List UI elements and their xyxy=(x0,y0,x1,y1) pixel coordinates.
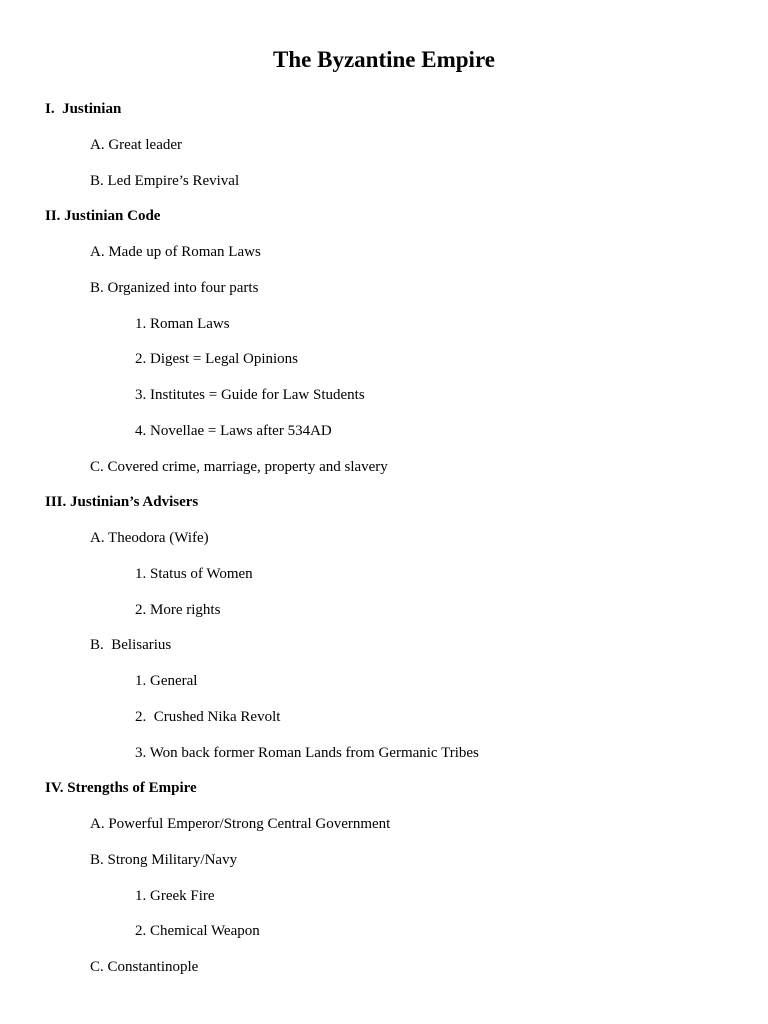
outline-subitem: B. Strong Military/Navy xyxy=(90,851,238,868)
outline-subitem: B. Organized into four parts xyxy=(90,279,259,296)
outline-subitem: A. Powerful Emperor/Strong Central Government xyxy=(90,816,391,832)
outline-detail: 4. Novellae = Laws after 534AD xyxy=(135,422,332,439)
outline-heading: III. Justinian’s Advisers xyxy=(45,494,199,511)
outline-detail: 1. Greek Fire xyxy=(135,887,215,904)
outline-detail: 2. Digest = Legal Opinions xyxy=(135,351,299,368)
outline-heading: IV. Strengths of Empire xyxy=(45,780,197,797)
outline-heading: II. Justinian Code xyxy=(45,208,161,225)
outline-subitem: A. Made up of Roman Laws xyxy=(90,244,261,260)
outline-subitem: A. Great leader xyxy=(90,136,183,153)
outline-subitem: A. Theodora (Wife) xyxy=(90,530,209,546)
outline-detail: 2. Crushed Nika Revolt xyxy=(135,708,281,725)
outline-detail: 1. Status of Women xyxy=(135,565,253,582)
outline-subitem: B. Belisarius xyxy=(90,637,172,654)
outline-detail: 2. Chemical Weapon xyxy=(135,923,260,940)
outline-detail: 1. General xyxy=(135,673,198,689)
document-title: The Byzantine Empire xyxy=(273,47,495,72)
outline-subitem: C. Constantinople xyxy=(90,959,199,975)
outline-subitem: C. Covered crime, marriage, property and slavery xyxy=(90,458,388,475)
outline-detail: 1. Roman Laws xyxy=(135,315,230,332)
outline-detail: 2. More rights xyxy=(135,601,221,618)
outline-subitem: B. Led Empire’s Revival xyxy=(90,172,240,189)
outline-heading: I. Justinian xyxy=(45,101,122,117)
outline-detail: 3. Won back former Roman Lands from Germanic Tribes xyxy=(135,744,479,761)
outline-detail: 3. Institutes = Guide for Law Students xyxy=(135,387,365,403)
